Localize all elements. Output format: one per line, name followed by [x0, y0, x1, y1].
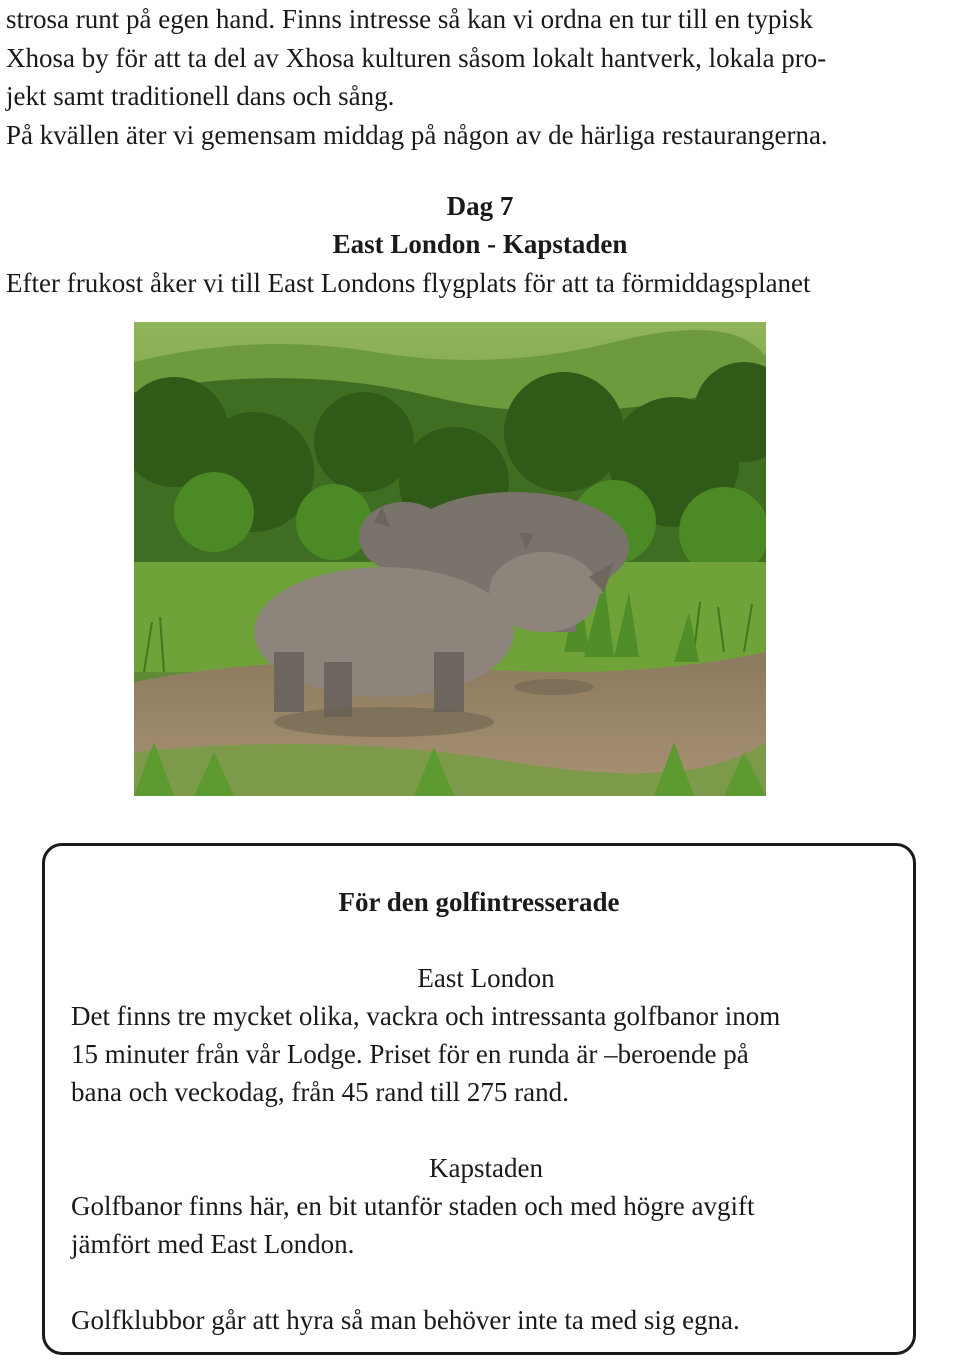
golf-info-box — [42, 843, 916, 1355]
intro-line: På kvällen äter vi gemensam middag på någon av de härliga restaurangerna. — [6, 119, 828, 150]
golf-title: För den golfintresserade — [338, 887, 620, 917]
day-number: Dag 7 — [446, 191, 514, 221]
kapstaden-heading: Kapstaden — [429, 1153, 543, 1183]
intro-line: Xhosa by för att ta del av Xhosa kulturen såsom lokalt hantverk, lokala pro- — [6, 42, 827, 73]
kapstaden-line: jämfört med East London. — [71, 1229, 355, 1259]
spacer — [71, 1263, 901, 1301]
intro-line: strosa runt på egen hand. Finns intresse så kan vi ordna en tur till en typisk — [6, 4, 813, 34]
east-london-heading: East London — [417, 963, 555, 993]
east-london-line: Det finns tre mycket olika, vackra och intressanta golfbanor inom — [71, 1001, 781, 1031]
intro-paragraph — [6, 0, 960, 154]
rhino-photo — [134, 322, 766, 796]
day-route: East London - Kapstaden — [332, 229, 628, 259]
day-description: Efter frukost åker vi till East Londons flygplats för att ta förmiddagsplanet — [6, 268, 811, 298]
intro-line: jekt samt traditionell dans och sång. — [6, 81, 395, 111]
kapstaden-line: Golfbanor finns här, en bit utanför staden och med högre avgift — [71, 1191, 755, 1221]
spacer — [71, 1111, 901, 1149]
golf-body — [71, 959, 901, 1339]
day-heading — [0, 187, 960, 263]
east-london-line: 15 minuter från vår Lodge. Priset för en runda är –beroende på — [71, 1039, 749, 1069]
golf-footer: Golfklubbor går att hyra så man behöver inte ta med sig egna. — [71, 1305, 740, 1335]
east-london-line: bana och veckodag, från 45 rand till 275 rand. — [71, 1077, 569, 1107]
